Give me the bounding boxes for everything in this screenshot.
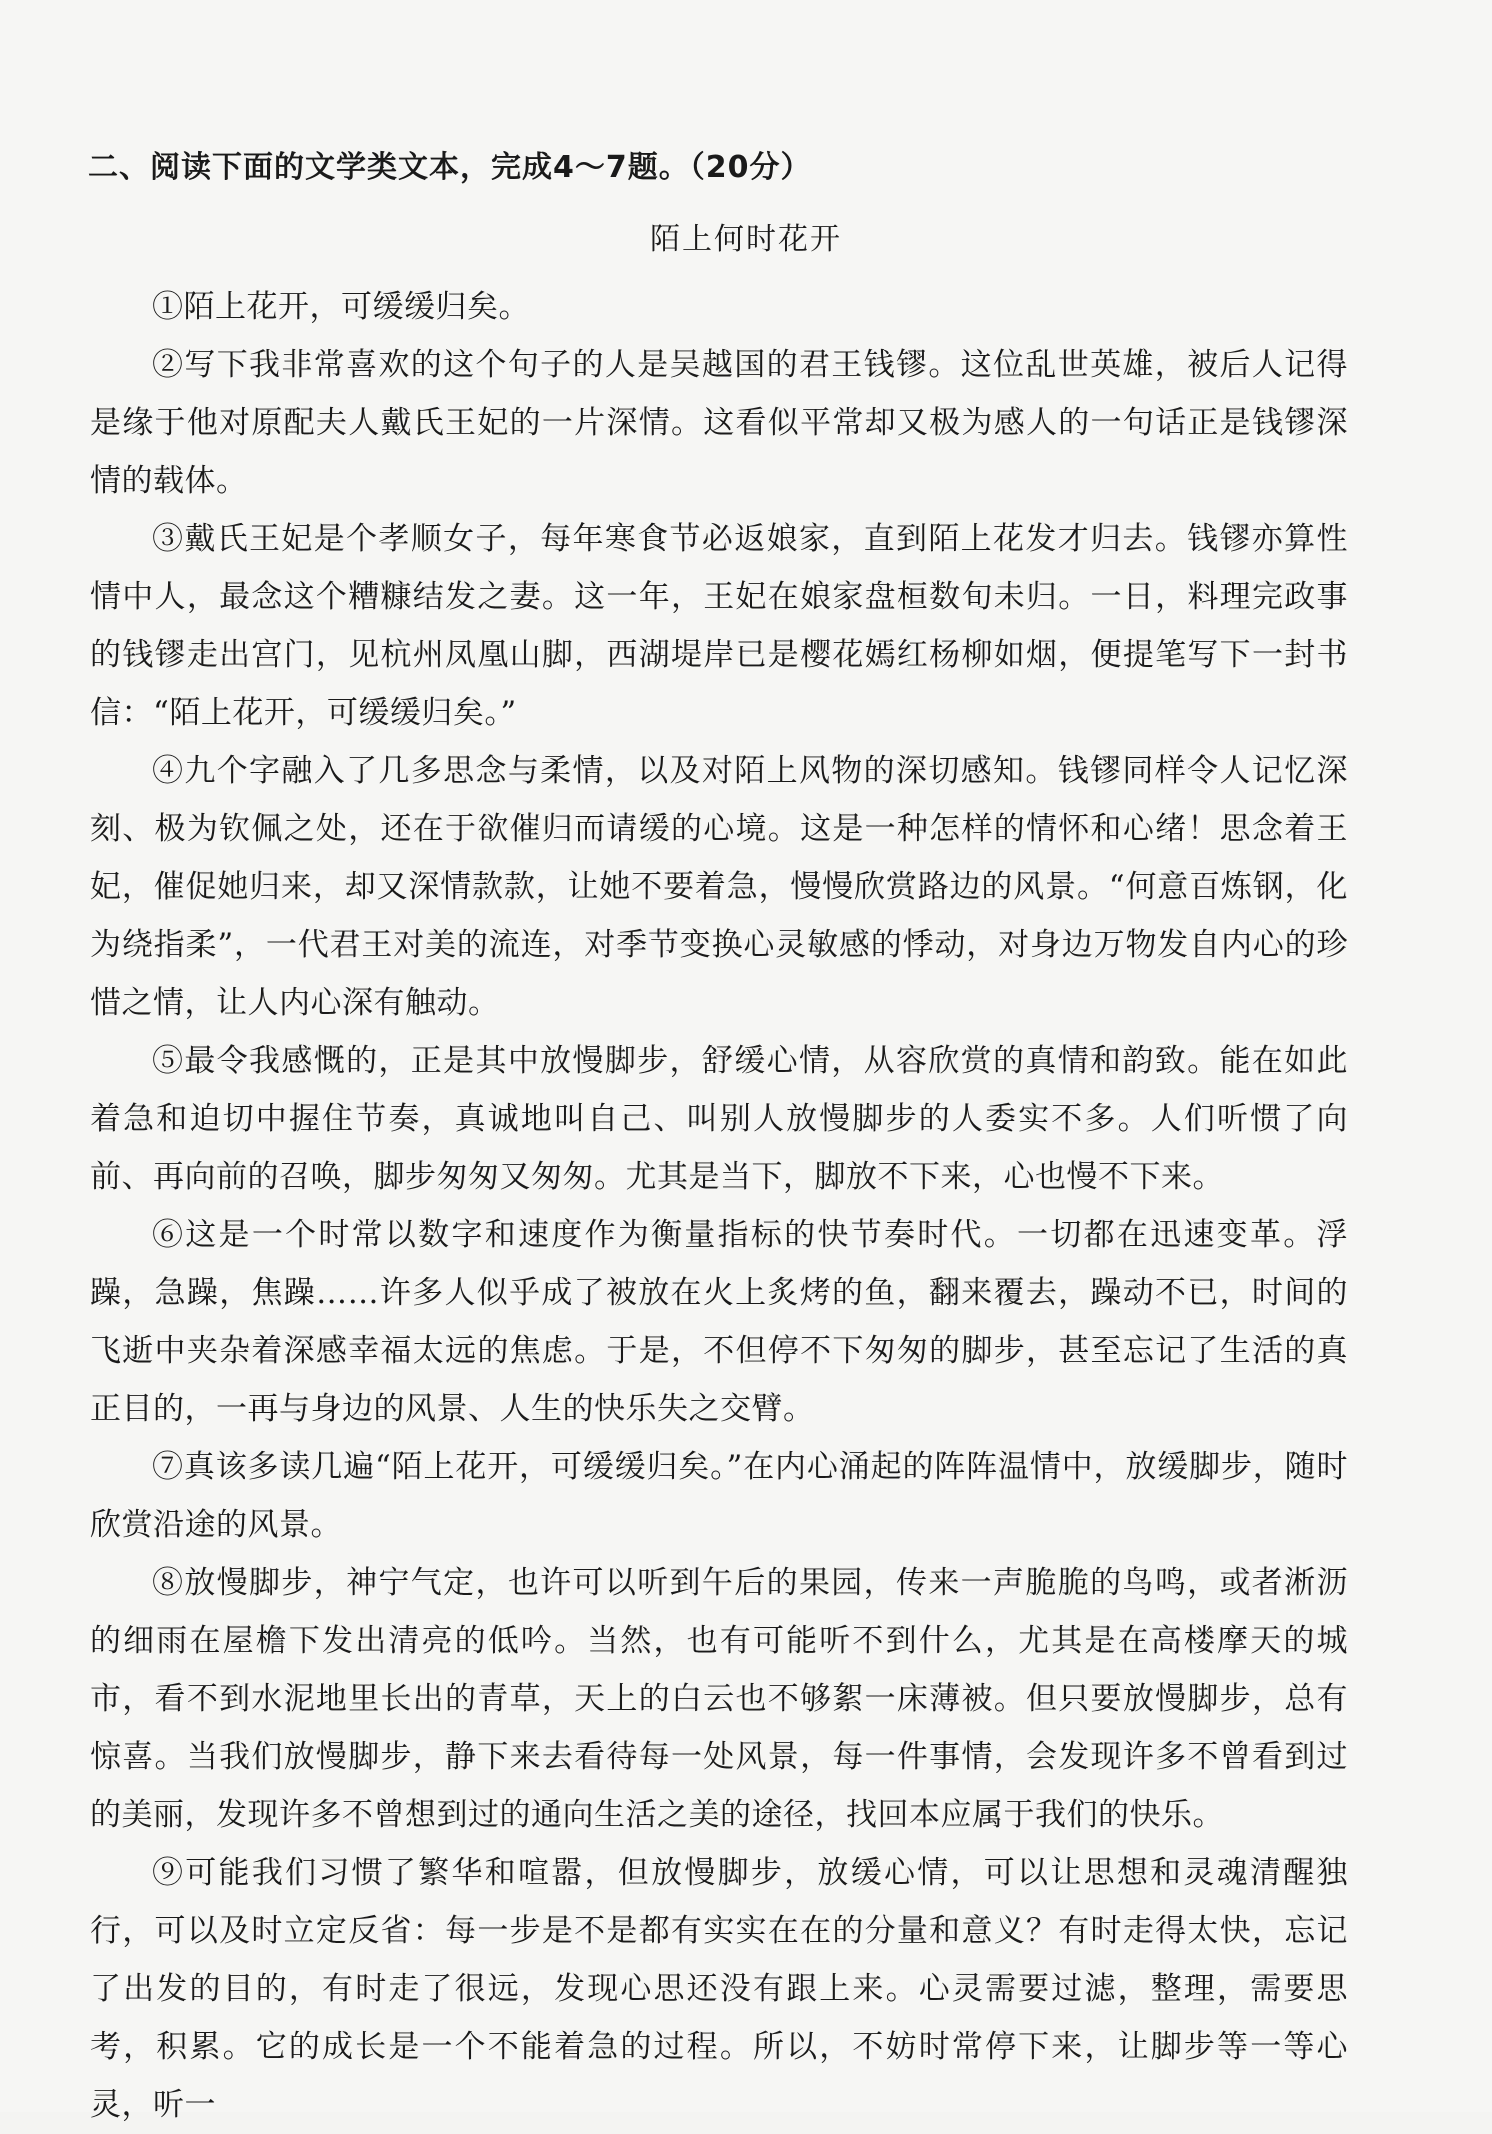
- paragraph-1: ①陌上花开，可缓缓归矣。: [152, 289, 530, 325]
- article-title: 陌上何时花开: [650, 222, 842, 257]
- article-body: [90, 278, 1348, 2134]
- paragraph-6: ⑥这是一个时常以数字和速度作为衡量指标的快节奏时代。一切都在迅速变革。浮躁，急躁，焦躁……许多人似乎成了被放在火上炙烤的鱼，翻来覆去，躁动不已，时间的飞逝中夹杂着深感幸福太远的焦虑。于是，不但停不下匆匆的脚步，甚至忘记了生活的真正目的，一再与身边的风景、人生的快乐失之交臂。: [90, 1217, 1348, 1427]
- section-heading: 二、阅读下面的文学类文本，完成4～7题。（20分）: [88, 150, 812, 185]
- paragraph-4: ④九个字融入了几多思念与柔情，以及对陌上风物的深切感知。钱镠同样令人记忆深刻、极为钦佩之处，还在于欲催归而请缓的心境。这是一种怎样的情怀和心绪！思念着王妃，催促她归来，却又深情款款，让她不要着急，慢慢欣赏路边的风景。“何意百炼钢，化为绕指柔”，一代君王对美的流连，对季节变换心灵敏感的悸动，对身边万物发自内心的珍惜之情，让人内心深有触动。: [90, 753, 1348, 1021]
- paragraph-2: ②写下我非常喜欢的这个句子的人是吴越国的君王钱镠。这位乱世英雄，被后人记得是缘于他对原配夫人戴氏王妃的一片深情。这看似平常却又极为感人的一句话正是钱镠深情的载体。: [90, 347, 1348, 499]
- paragraph-9: ⑨可能我们习惯了繁华和喧嚣，但放慢脚步，放缓心情，可以让思想和灵魂清醒独行，可以及时立定反省：每一步是不是都有实实在在的分量和意义？有时走得太快，忘记了出发的目的，有时走了很远，发现心思还没有跟上来。心灵需要过滤，整理，需要思考，积累。它的成长是一个不能着急的过程。所以，不妨时常停下来，让脚步等一等心灵，听一: [90, 1855, 1348, 2123]
- paragraph-5: ⑤最令我感慨的，正是其中放慢脚步，舒缓心情，从容欣赏的真情和韵致。能在如此着急和迫切中握住节奏，真诚地叫自己、叫别人放慢脚步的人委实不多。人们听惯了向前、再向前的召唤，脚步匆匆又匆匆。尤其是当下，脚放不下来，心也慢不下来。: [90, 1043, 1348, 1195]
- paragraph-8: ⑧放慢脚步，神宁气定，也许可以听到午后的果园，传来一声脆脆的鸟鸣，或者淅沥的细雨在屋檐下发出清亮的低吟。当然，也有可能听不到什么，尤其是在高楼摩天的城市，看不到水泥地里长出的青草，天上的白云也不够絮一床薄被。但只要放慢脚步，总有惊喜。当我们放慢脚步，静下来去看待每一处风景，每一件事情，会发现许多不曾看到过的美丽，发现许多不曾想到过的通向生活之美的途径，找回本应属于我们的快乐。: [90, 1565, 1348, 1833]
- paragraph-3: ③戴氏王妃是个孝顺女子，每年寒食节必返娘家，直到陌上花发才归去。钱镠亦算性情中人，最念这个糟糠结发之妻。这一年，王妃在娘家盘桓数旬未归。一日，料理完政事的钱镠走出宫门，见杭州凤凰山脚，西湖堤岸已是樱花嫣红杨柳如烟，便提笔写下一封书信：“陌上花开，可缓缓归矣。”: [90, 521, 1348, 731]
- paragraph-7: ⑦真该多读几遍“陌上花开，可缓缓归矣。”在内心涌起的阵阵温情中，放缓脚步，随时欣赏沿途的风景。: [90, 1449, 1348, 1543]
